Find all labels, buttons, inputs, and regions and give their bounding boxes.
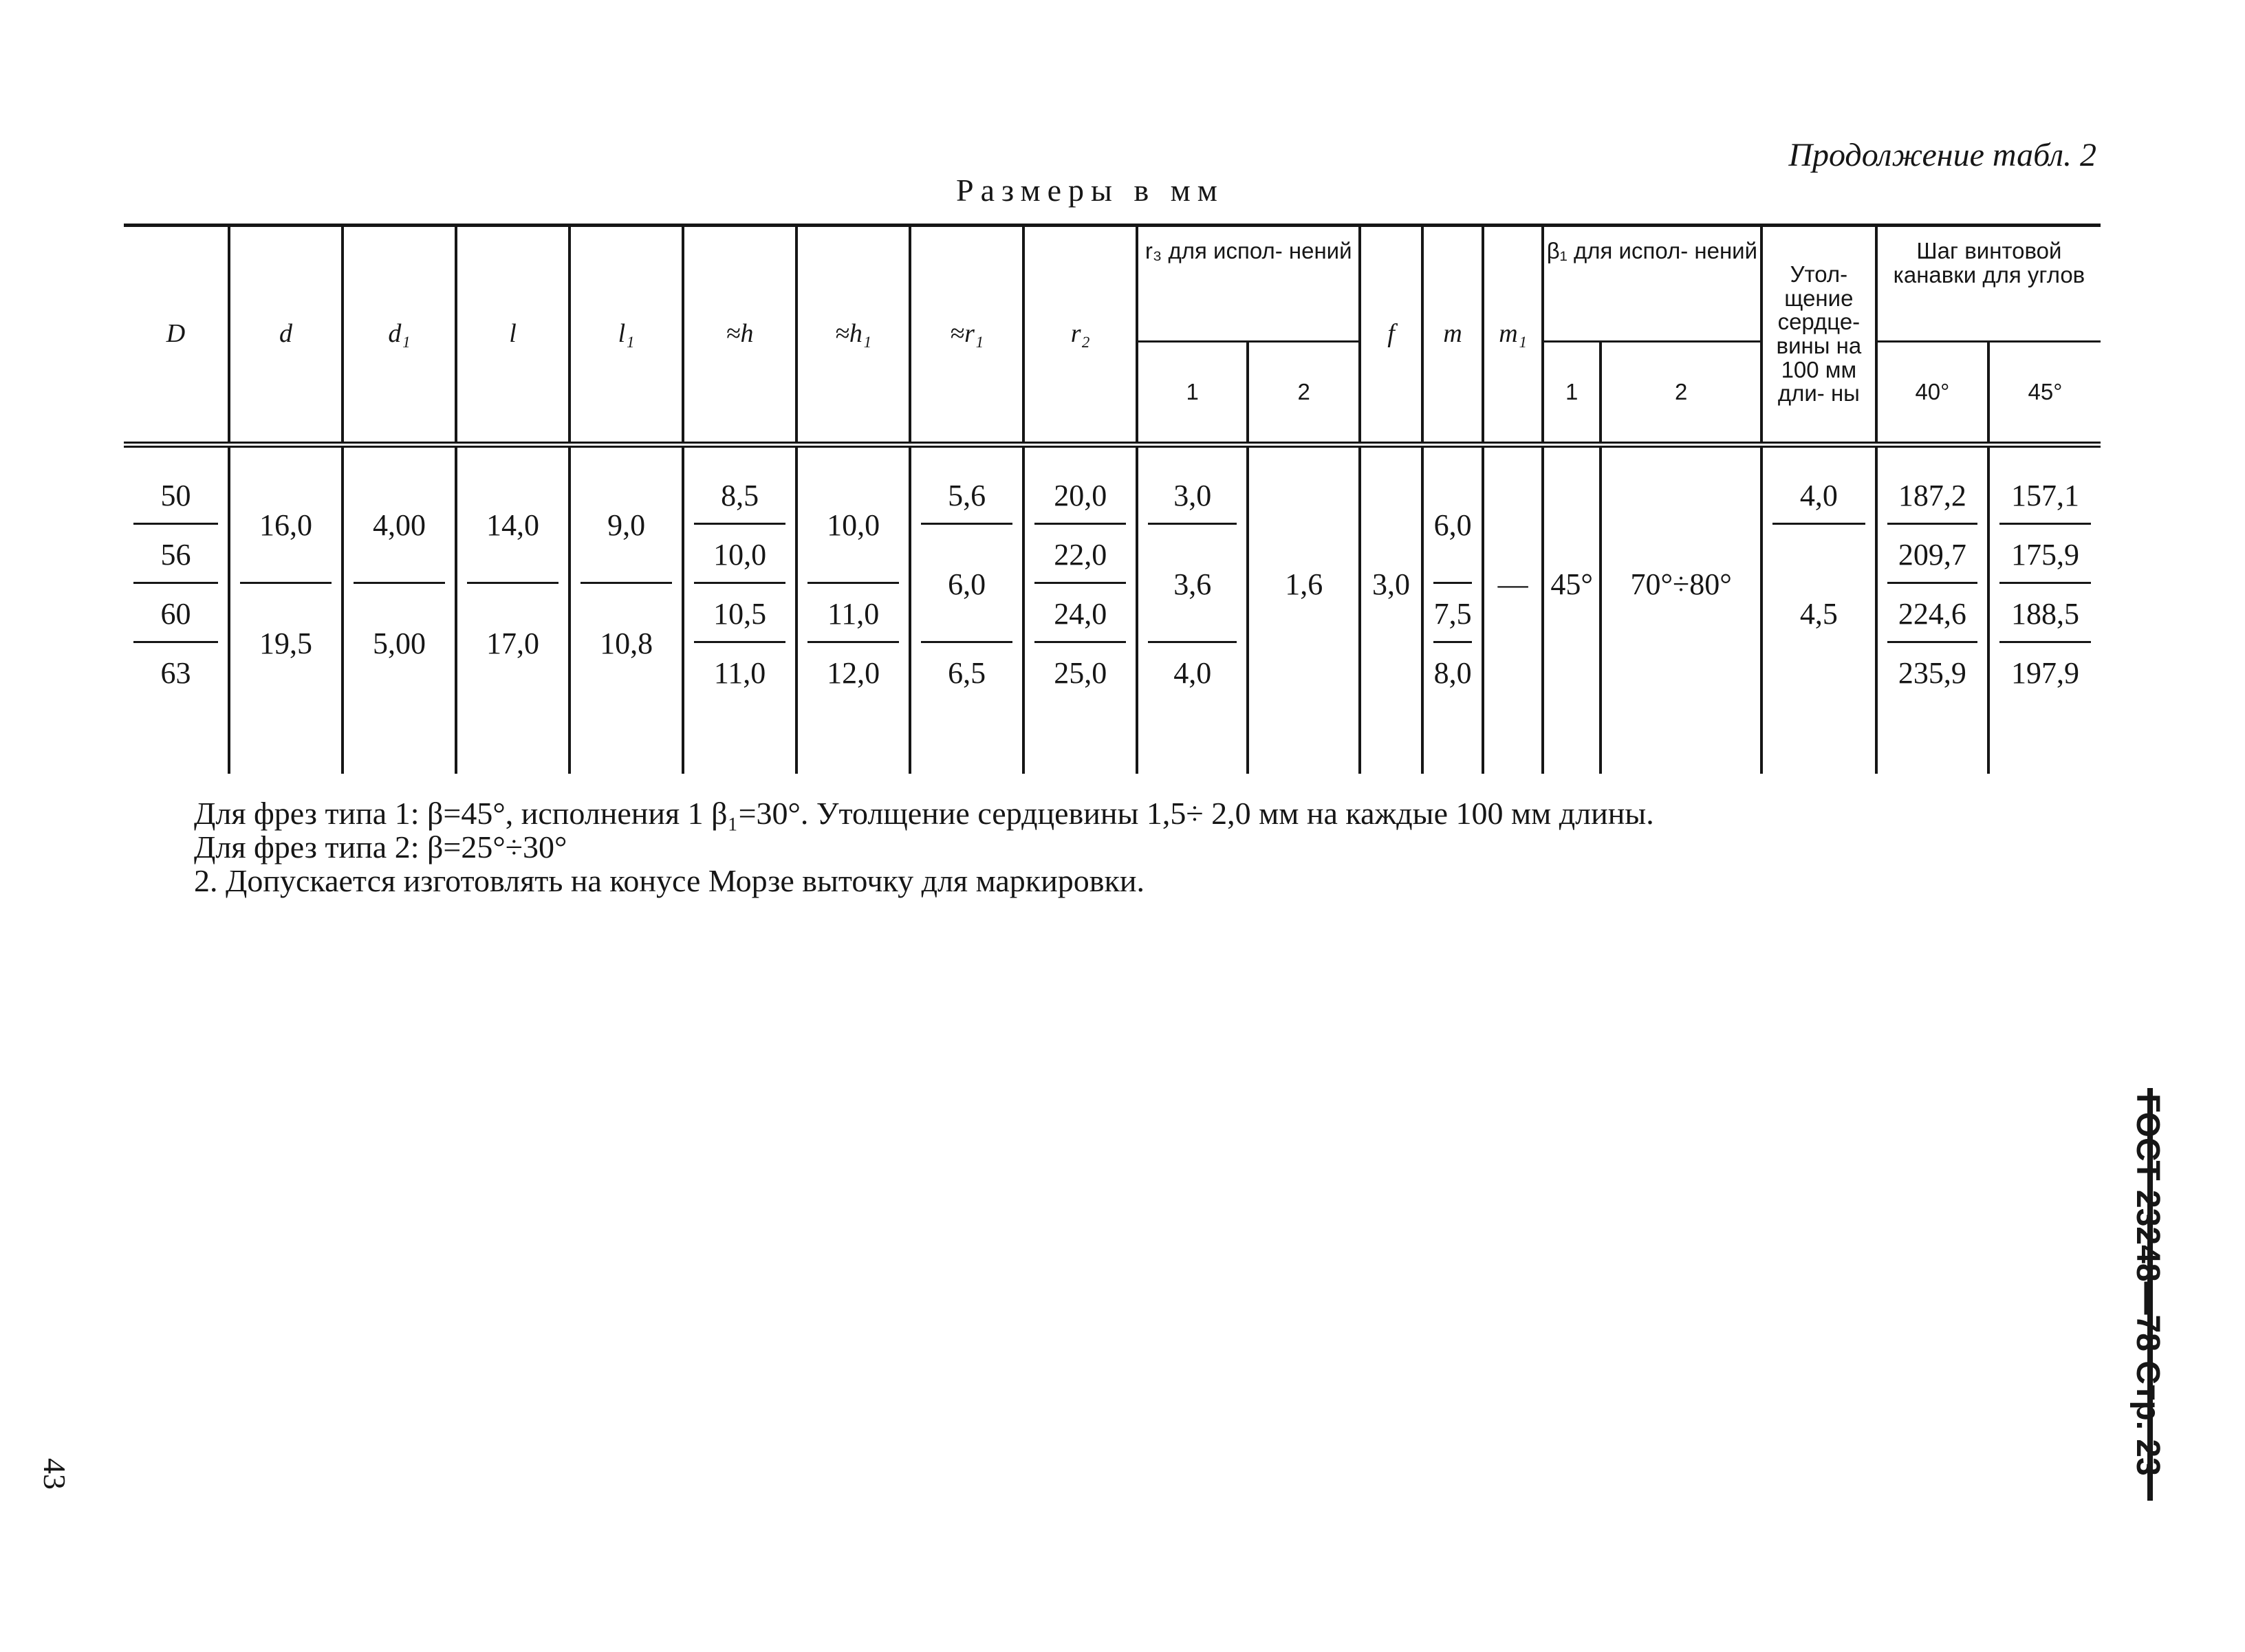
table-notes: [194, 796, 1654, 898]
header-d1: d₁: [343, 226, 456, 445]
cell-d1: 4,00: [343, 466, 456, 584]
header-r3-1: 1: [1137, 342, 1248, 445]
cell-h1: 12,0: [796, 643, 910, 702]
cell-l: 14,0: [456, 466, 570, 584]
cell-h1: 11,0: [796, 584, 910, 643]
cell-d1: 5,00: [343, 584, 456, 702]
page-number: 43: [37, 1458, 72, 1490]
cell-D: 50: [124, 466, 229, 525]
cell-d: 16,0: [229, 466, 343, 584]
header-beta1-1: 1: [1543, 342, 1601, 445]
note-morse-cone: 2. Допускается изготовлять на конусе Морзе выточку для маркировки.: [194, 863, 1145, 898]
cell-r2: 25,0: [1023, 643, 1137, 702]
cell-h: 8,5: [683, 466, 796, 525]
cell-m1: —: [1483, 466, 1543, 702]
cell-h1: 10,0: [796, 466, 910, 584]
cell-beta1-1: 45°: [1543, 466, 1601, 702]
cell-pitch-40: 235,9: [1876, 643, 1988, 702]
header-beta1: β₁ для испол- нений: [1543, 226, 1761, 342]
header-core-thickening: Утол- щение сердце- вины на 100 мм дли- ны: [1761, 226, 1876, 445]
cell-r2: 22,0: [1023, 525, 1137, 584]
cell-l1: 9,0: [570, 466, 683, 584]
header-r3-2: 2: [1248, 342, 1360, 445]
header-pitch-45: 45°: [1988, 342, 2101, 445]
cell-f: 3,0: [1360, 466, 1422, 702]
header-helix-pitch: Шаг винтовой канавки для углов: [1876, 226, 2101, 342]
note-type-2: Для фрез типа 2: β=25°÷30°: [194, 829, 567, 865]
header-r2: r₂: [1023, 226, 1137, 445]
header-h1: ≈h₁: [796, 226, 910, 445]
header-r3: r₃ для испол- нений: [1137, 226, 1360, 342]
cell-pitch-40: 209,7: [1876, 525, 1988, 584]
note-type-1: Для фрез типа 1: β=45°, исполнения 1 β₁=30°. Утолщение сердцевины 1,5÷ 2,0 мм на каждые 100 мм длины.: [194, 796, 1654, 831]
cell-pitch-45: 197,9: [1988, 643, 2101, 702]
header-f: f: [1360, 226, 1422, 445]
cell-m: 6,0: [1422, 466, 1484, 584]
cell-pitch-45: 188,5: [1988, 584, 2101, 643]
cell-h: 10,5: [683, 584, 796, 643]
cell-pitch-40: 224,6: [1876, 584, 1988, 643]
gost-running-title: ГОСТ 23248—78 Стр. 23: [2129, 1094, 2166, 1476]
cell-D: 56: [124, 525, 229, 584]
cell-thick: 4,0: [1761, 466, 1876, 525]
cell-r1: 6,5: [910, 643, 1023, 702]
header-m1: m₁: [1483, 226, 1543, 445]
header-r1: ≈r₁: [910, 226, 1023, 445]
cell-m: 7,5: [1422, 584, 1484, 643]
cell-D: 60: [124, 584, 229, 643]
cell-r3-2: 1,6: [1248, 466, 1360, 702]
units-caption: Размеры в мм: [956, 173, 1224, 208]
header-l1: l₁: [570, 226, 683, 445]
cell-r3-1: 4,0: [1137, 643, 1248, 702]
cell-beta1-2: 70°÷80°: [1601, 466, 1761, 702]
cell-pitch-45: 157,1: [1988, 466, 2101, 525]
header-m: m: [1422, 226, 1484, 445]
cell-r3-1: 3,6: [1137, 525, 1248, 643]
cell-r1: 5,6: [910, 466, 1023, 525]
continuation-caption: Продолжение табл. 2: [1788, 137, 2096, 173]
cell-D: 63: [124, 643, 229, 702]
cell-r3-1: 3,0: [1137, 466, 1248, 525]
cell-l: 17,0: [456, 584, 570, 702]
cell-m: 8,0: [1422, 643, 1484, 702]
cell-h: 10,0: [683, 525, 796, 584]
cell-r2: 20,0: [1023, 466, 1137, 525]
cell-d: 19,5: [229, 584, 343, 702]
header-d: d: [229, 226, 343, 445]
cell-pitch-45: 175,9: [1988, 525, 2101, 584]
header-h: ≈h: [683, 226, 796, 445]
dimensions-table: [124, 224, 2101, 774]
cell-h: 11,0: [683, 643, 796, 702]
cell-r1: 6,0: [910, 525, 1023, 643]
cell-thick: 4,5: [1761, 525, 1876, 702]
header-beta1-2: 2: [1601, 342, 1761, 445]
cell-l1: 10,8: [570, 584, 683, 702]
table-row: [124, 466, 2101, 525]
cell-r2: 24,0: [1023, 584, 1137, 643]
header-l: l: [456, 226, 570, 445]
header-D: D: [124, 226, 229, 445]
header-pitch-40: 40°: [1876, 342, 1988, 445]
cell-pitch-40: 187,2: [1876, 466, 1988, 525]
